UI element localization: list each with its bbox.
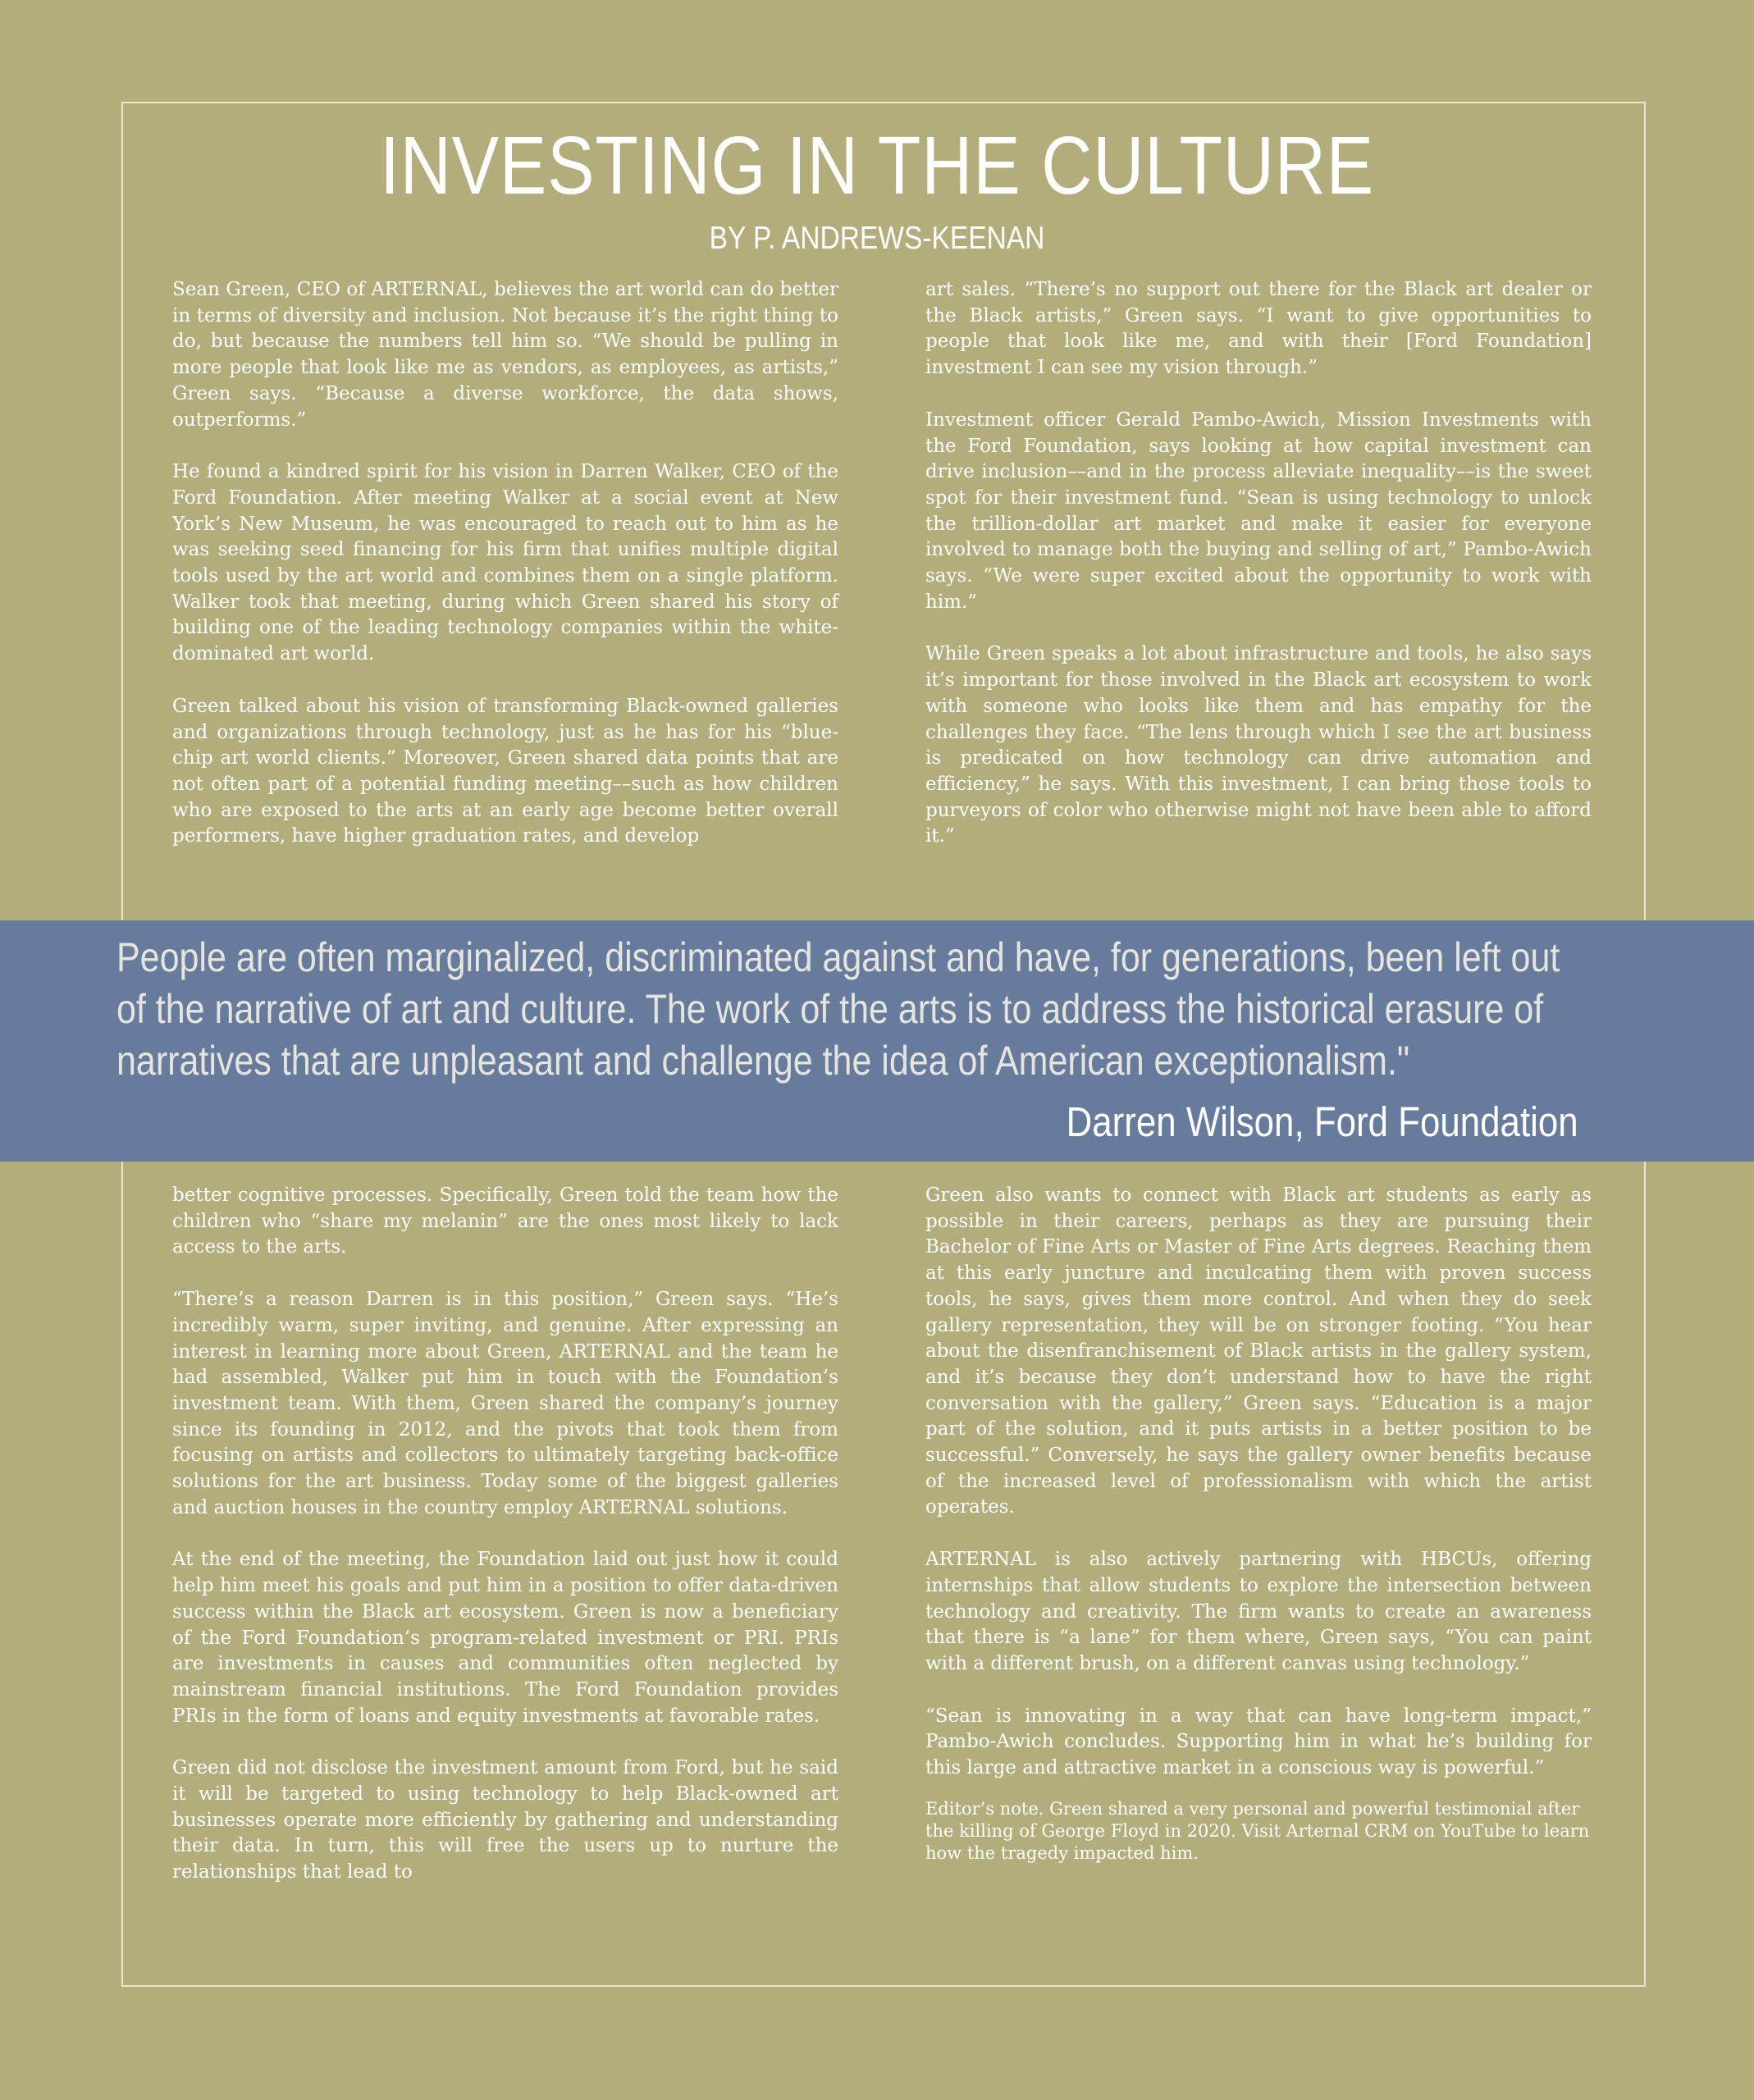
pull-quote-attribution: Darren Wilson, Ford Foundation — [1066, 1098, 1578, 1145]
paragraph: “Sean is innovating in a way that can have long-term impact,” Pambo-Awich concludes. Supporting him in what he’s building for this large and attractive market in a conscious way is powerful.” — [925, 1705, 1592, 1779]
paragraph: Green also wants to connect with Black art students as early as possible in their careers, perhaps as they are pursuing their Bachelor of Fine Arts or Master of Fine Arts degrees. Reaching them at this early juncture and inculcating them with proven success tools, he says, gives them more control. And when they do seek gallery representation, they will be on stronger footing. “You hear about the disenfranchisement of Black artists in the gallery system, and it’s because they don’t understand how to have the right conversation with the gallery,” Green says. “Education is a major part of the solution, and it puts artists in a better position to be successful.” Conversely, he says the gallery owner benefits because of the increased level of professionalism with which the artist operates. — [925, 1185, 1592, 1518]
paragraph: Green talked about his vision of transforming Black-owned galleries and organizations through technology, just as he has for his “blue-chip art world clients.” Moreover, Green shared data points that are not often part of a potential funding meeting––such as how children who are exposed to the arts at an early age become better overall performers, have higher graduation rates, and develop — [172, 695, 838, 847]
pull-quote-line: People are often marginalized, discriminated against and have, for generations, been left out — [116, 934, 1560, 980]
column-bottom-right — [925, 1183, 1592, 1865]
pull-quote-line: of the narrative of art and culture. The work of the arts is to address the historical erasure of — [116, 986, 1544, 1032]
column-top-right — [925, 277, 1592, 850]
paragraph: Sean Green, CEO of ARTERNAL, believes the art world can do better in terms of diversity and inclusion. Not because it’s the right thing to do, but because the numbers tell him so. “We should be pulling in more people that look like me as vendors, as employees, as artists,” Green says. “Because a diverse workforce, the data shows, outperforms.” — [172, 279, 838, 431]
paragraph: “There’s a reason Darren is in this position,” Green says. “He’s incredibly warm, super inviting, and genuine. After expressing an interest in learning more about Green, ARTERNAL and the team he had assembled, Walker put him in touch with the Foundation’s investment team. With them, Green shared the company’s journey since its founding in 2012, and the pivots that took them from focusing on artists and collectors to ultimately targeting back-office solutions for the art business. Today some of the biggest galleries and auction houses in the country employ ARTERNAL solutions. — [172, 1289, 838, 1518]
paragraph: Investment officer Gerald Pambo-Awich, Mission Investments with the Ford Foundation, says looking at how capital investment can drive inclusion––and in the process alleviate inequality––is the sweet spot for their investment fund. “Sean is using technology to unlock the trillion-dollar art market and make it easier for everyone involved to manage both the buying and selling of art,” Pambo-Awich says. “We were super excited about the opportunity to work with him.” — [925, 409, 1592, 613]
paragraph: He found a kindred spirit for his vision in Darren Walker, CEO of the Ford Foundation. After meeting Walker at a social event at New York’s New Museum, he was encouraged to reach out to him as he was seeking seed financing for his firm that unifies multiple digital tools used by the art world and combines them on a single platform. Walker took that meeting, during which Green shared his story of building one of the leading technology companies within the white-dominated art world. — [172, 461, 838, 665]
article-byline: BY P. ANDREWS-KEENAN — [709, 221, 1045, 256]
paragraph: Green did not disclose the investment amount from Ford, but he said it will be targeted to using technology to help Black-owned art businesses operate more efficiently by gathering and understanding their data. In turn, this will free the users up to nurture the relationships that lead to — [172, 1757, 838, 1883]
column-bottom-left — [172, 1183, 838, 1886]
editors-note: Editor’s note. Green shared a very personal and powerful testimonial after the killing of George Floyd in 2020. Visit Arternal CRM on YouTube to learn how the tragedy impacted him. — [925, 1798, 1590, 1863]
article-title: INVESTING IN THE CULTURE — [379, 120, 1375, 212]
paragraph: better cognitive processes. Specifically, Green told the team how the children who “share my melanin” are the ones most likely to lack access to the arts. — [172, 1185, 838, 1258]
paragraph: art sales. “There’s no support out there for the Black art dealer or the Black artists,” Green says. “I want to give opportunities to people that look like me, and with their [Ford Foundation] investment I can see my vision through.” — [925, 279, 1592, 379]
pull-quote-text — [116, 932, 1560, 1087]
column-top-left — [172, 277, 838, 850]
paragraph: ARTERNAL is also actively partnering with HBCUs, offering internships that allow students to explore the intersection between technology and creativity. The firm wants to create an awareness that there is “a lane” for them where, Green says, “You can paint with a different brush, on a different canvas using technology.” — [925, 1549, 1592, 1674]
paragraph: While Green speaks a lot about infrastructure and tools, he also says it’s important for those involved in the Black art ecosystem to work with someone who looks like them and has empathy for the challenges they face. “The lens through which I see the art business is predicated on how technology can drive automation and efficiency,” he says. With this investment, I can bring those tools to purveyors of color who otherwise might not have been able to afford it.” — [925, 643, 1592, 847]
pull-quote-line: narratives that are unpleasant and challenge the idea of American exceptionalism." — [116, 1038, 1410, 1084]
paragraph: At the end of the meeting, the Foundation laid out just how it could help him meet his goals and put him in a position to offer data-driven success within the Black art ecosystem. Green is now a beneficiary of the Ford Foundation’s program-related investment or PRI. PRIs are investments in causes and communities often neglected by mainstream financial institutions. The Ford Foundation provides PRIs in the form of loans and equity investments at favorable rates. — [172, 1549, 838, 1727]
